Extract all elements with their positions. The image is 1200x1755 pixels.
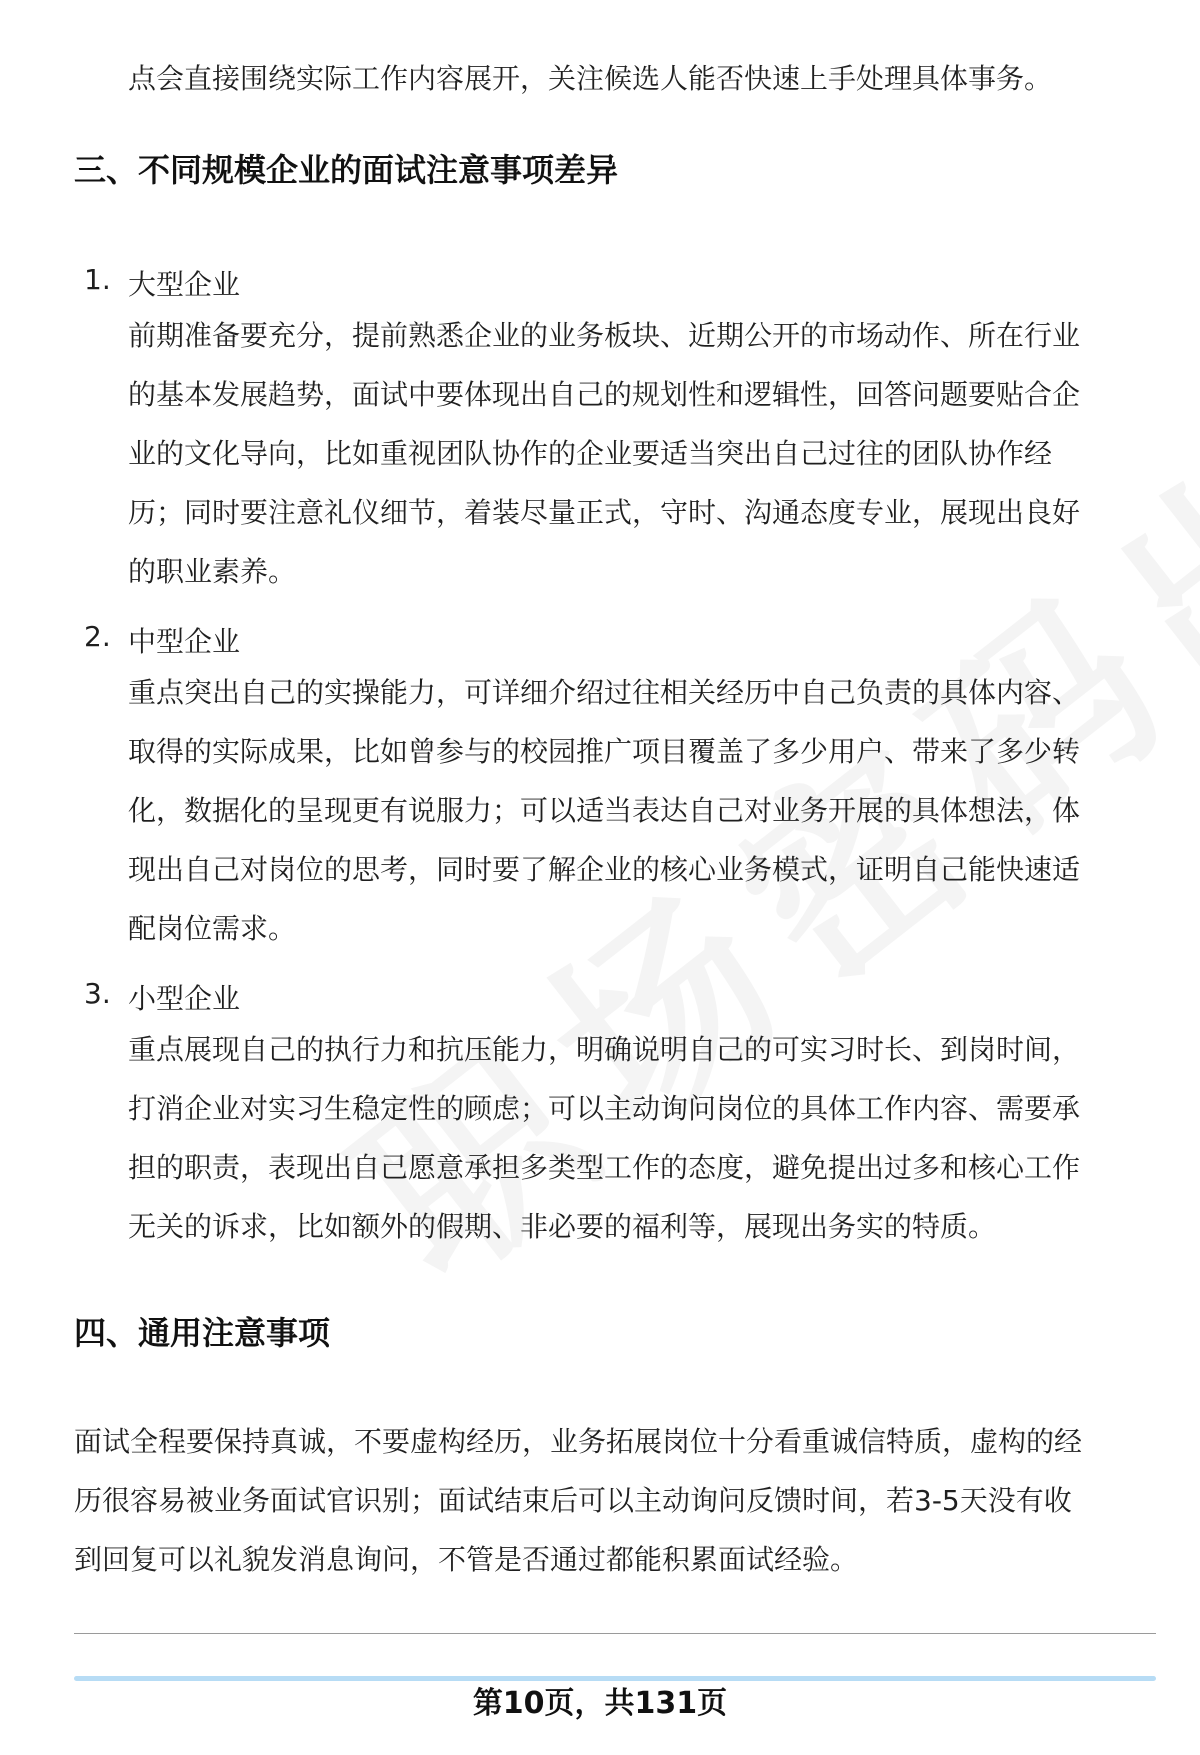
body-line: 重点突出自己的实操能力，可详细介绍过往相关经历中自己负责的具体内容、 — [128, 676, 1081, 709]
section-4-heading: 四、通用注意事项 — [74, 1314, 331, 1352]
list-item-body — [128, 306, 1080, 601]
body-line: 现出自己对岗位的思考，同时要了解企业的核心业务模式，证明自己能快速适 — [128, 853, 1081, 886]
list-item-body — [128, 1020, 1080, 1256]
body-line: 化，数据化的呈现更有说服力；可以适当表达自己对业务开展的具体想法，体 — [128, 794, 1081, 827]
body-line: 配岗位需求。 — [128, 912, 297, 945]
list-item-title-medium-enterprise: 中型企业 — [128, 625, 241, 658]
footer-divider — [74, 1633, 1156, 1634]
body-line: 历很容易被业务面试官识别；面试结束后可以主动询问反馈时间，若3-5天没有收 — [74, 1484, 1072, 1517]
list-item-title-small-enterprise: 小型企业 — [128, 982, 241, 1015]
body-line: 取得的实际成果，比如曾参与的校园推广项目覆盖了多少用户、带来了多少转 — [128, 735, 1081, 768]
body-line: 打消企业对实习生稳定性的顾虑；可以主动询问岗位的具体工作内容、需要承 — [128, 1092, 1081, 1125]
list-item-title-large-enterprise: 大型企业 — [128, 268, 241, 301]
body-line: 重点展现自己的执行力和抗压能力，明确说明自己的可实习时长、到岗时间， — [128, 1033, 1081, 1066]
body-line: 历；同时要注意礼仪细节，着装尽量正式，守时、沟通态度专业，展现出良好 — [128, 496, 1081, 529]
body-line: 无关的诉求，比如额外的假期、非必要的福利等，展现出务实的特质。 — [128, 1210, 997, 1243]
section-4-body — [74, 1412, 1082, 1589]
list-item-number: 2. — [84, 620, 111, 653]
body-line: 担的职责，表现出自己愿意承担多类型工作的态度，避免提出过多和核心工作 — [128, 1151, 1081, 1184]
page-number: 第10页，共131页 — [472, 1686, 728, 1721]
body-line: 的基本发展趋势，面试中要体现出自己的规划性和逻辑性，回答问题要贴合企 — [128, 378, 1081, 411]
body-line: 前期准备要充分，提前熟悉企业的业务板块、近期公开的市场动作、所在行业 — [128, 319, 1081, 352]
list-item-number: 1. — [84, 263, 111, 296]
section-3-heading: 三、不同规模企业的面试注意事项差异 — [74, 151, 619, 189]
body-line: 到回复可以礼貌发消息询问，不管是否通过都能积累面试经验。 — [74, 1543, 859, 1576]
list-item-body — [128, 663, 1080, 958]
list-item-number: 3. — [84, 977, 111, 1010]
continuation-text: 点会直接围绕实际工作内容展开，关注候选人能否快速上手处理具体事务。 — [128, 62, 1053, 95]
body-line: 业的文化导向，比如重视团队协作的企业要适当突出自己过往的团队协作经 — [128, 437, 1053, 470]
body-line: 的职业素养。 — [128, 555, 297, 588]
body-line: 面试全程要保持真诚，不要虚构经历，业务拓展岗位十分看重诚信特质，虚构的经 — [74, 1425, 1083, 1458]
